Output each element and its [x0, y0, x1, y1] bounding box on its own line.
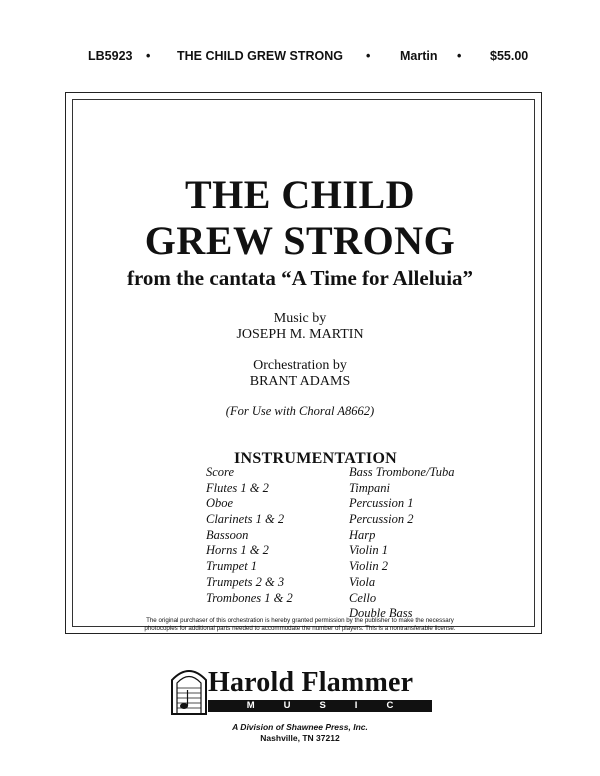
instrument-item: Cello [349, 590, 377, 605]
orchestrator-name: BRANT ADAMS [249, 374, 351, 389]
instrument-item: Timpani [349, 480, 390, 495]
bullet-separator: • [457, 49, 462, 63]
instrument-item: Trumpets 2 & 3 [206, 574, 285, 589]
instrument-item: Double Bass [349, 606, 413, 621]
publisher-name: Harold Flammer [208, 667, 414, 698]
instrument-item: Harp [349, 527, 376, 542]
title-line-1: THE CHILD [184, 172, 416, 217]
orchestration-label: Orchestration by [253, 358, 347, 373]
instrument-item: Bassoon [206, 527, 249, 542]
instrument-item: Bass Trombone/Tuba [349, 465, 455, 479]
instrument-item: Flutes 1 & 2 [206, 480, 269, 495]
publisher-emblem-icon [170, 666, 208, 716]
instrumentation-heading: INSTRUMENTATION [234, 450, 398, 467]
music-label: Music by [273, 311, 327, 326]
publisher-music-bar: MUSIC [208, 700, 432, 712]
instrument-item: Viola [349, 574, 376, 589]
instrument-item: Score [206, 465, 234, 479]
instrument-item: Trumpet 1 [206, 559, 258, 574]
choral-note: (For Use with Choral A8662) [225, 404, 375, 418]
instrument-list-right [349, 465, 454, 622]
publisher-division: A Division of Shawnee Press, Inc. [232, 722, 368, 732]
instrument-item: Oboe [206, 496, 234, 511]
catalog-number: LB5923 [88, 49, 133, 63]
composer-name: JOSEPH M. MARTIN [236, 327, 364, 342]
instrument-item: Violin 2 [349, 559, 389, 574]
publisher-logo [170, 666, 432, 730]
bullet-separator: • [366, 49, 371, 63]
header-bar [0, 49, 600, 69]
title-line-2: GREW STRONG [144, 218, 456, 263]
instrument-item: Trombones 1 & 2 [206, 590, 293, 605]
instrument-list-left [206, 465, 293, 606]
header-price: $55.00 [490, 49, 529, 63]
header-title: THE CHILD GREW STRONG [177, 49, 343, 63]
license-fineprint [120, 617, 480, 633]
fineprint-line: photocopies for additional parts needed to accommodate the number of players. This is a nontransferable license. [144, 625, 456, 632]
bullet-separator: • [146, 49, 151, 63]
instrument-item: Percussion 2 [349, 512, 414, 527]
fineprint-line: The original purchaser of this orchestration is hereby granted permission by the publisher to make the necessary [146, 617, 454, 624]
instrument-item: Percussion 1 [349, 496, 414, 511]
instrument-item: Violin 1 [349, 543, 389, 558]
subtitle: from the cantata “A Time for Alleluia” [126, 266, 474, 290]
header-composer: Martin [400, 49, 438, 63]
publisher-address: Nashville, TN 37212 [260, 733, 340, 743]
instrument-item: Clarinets 1 & 2 [206, 512, 285, 527]
instrument-item: Horns 1 & 2 [206, 543, 269, 558]
